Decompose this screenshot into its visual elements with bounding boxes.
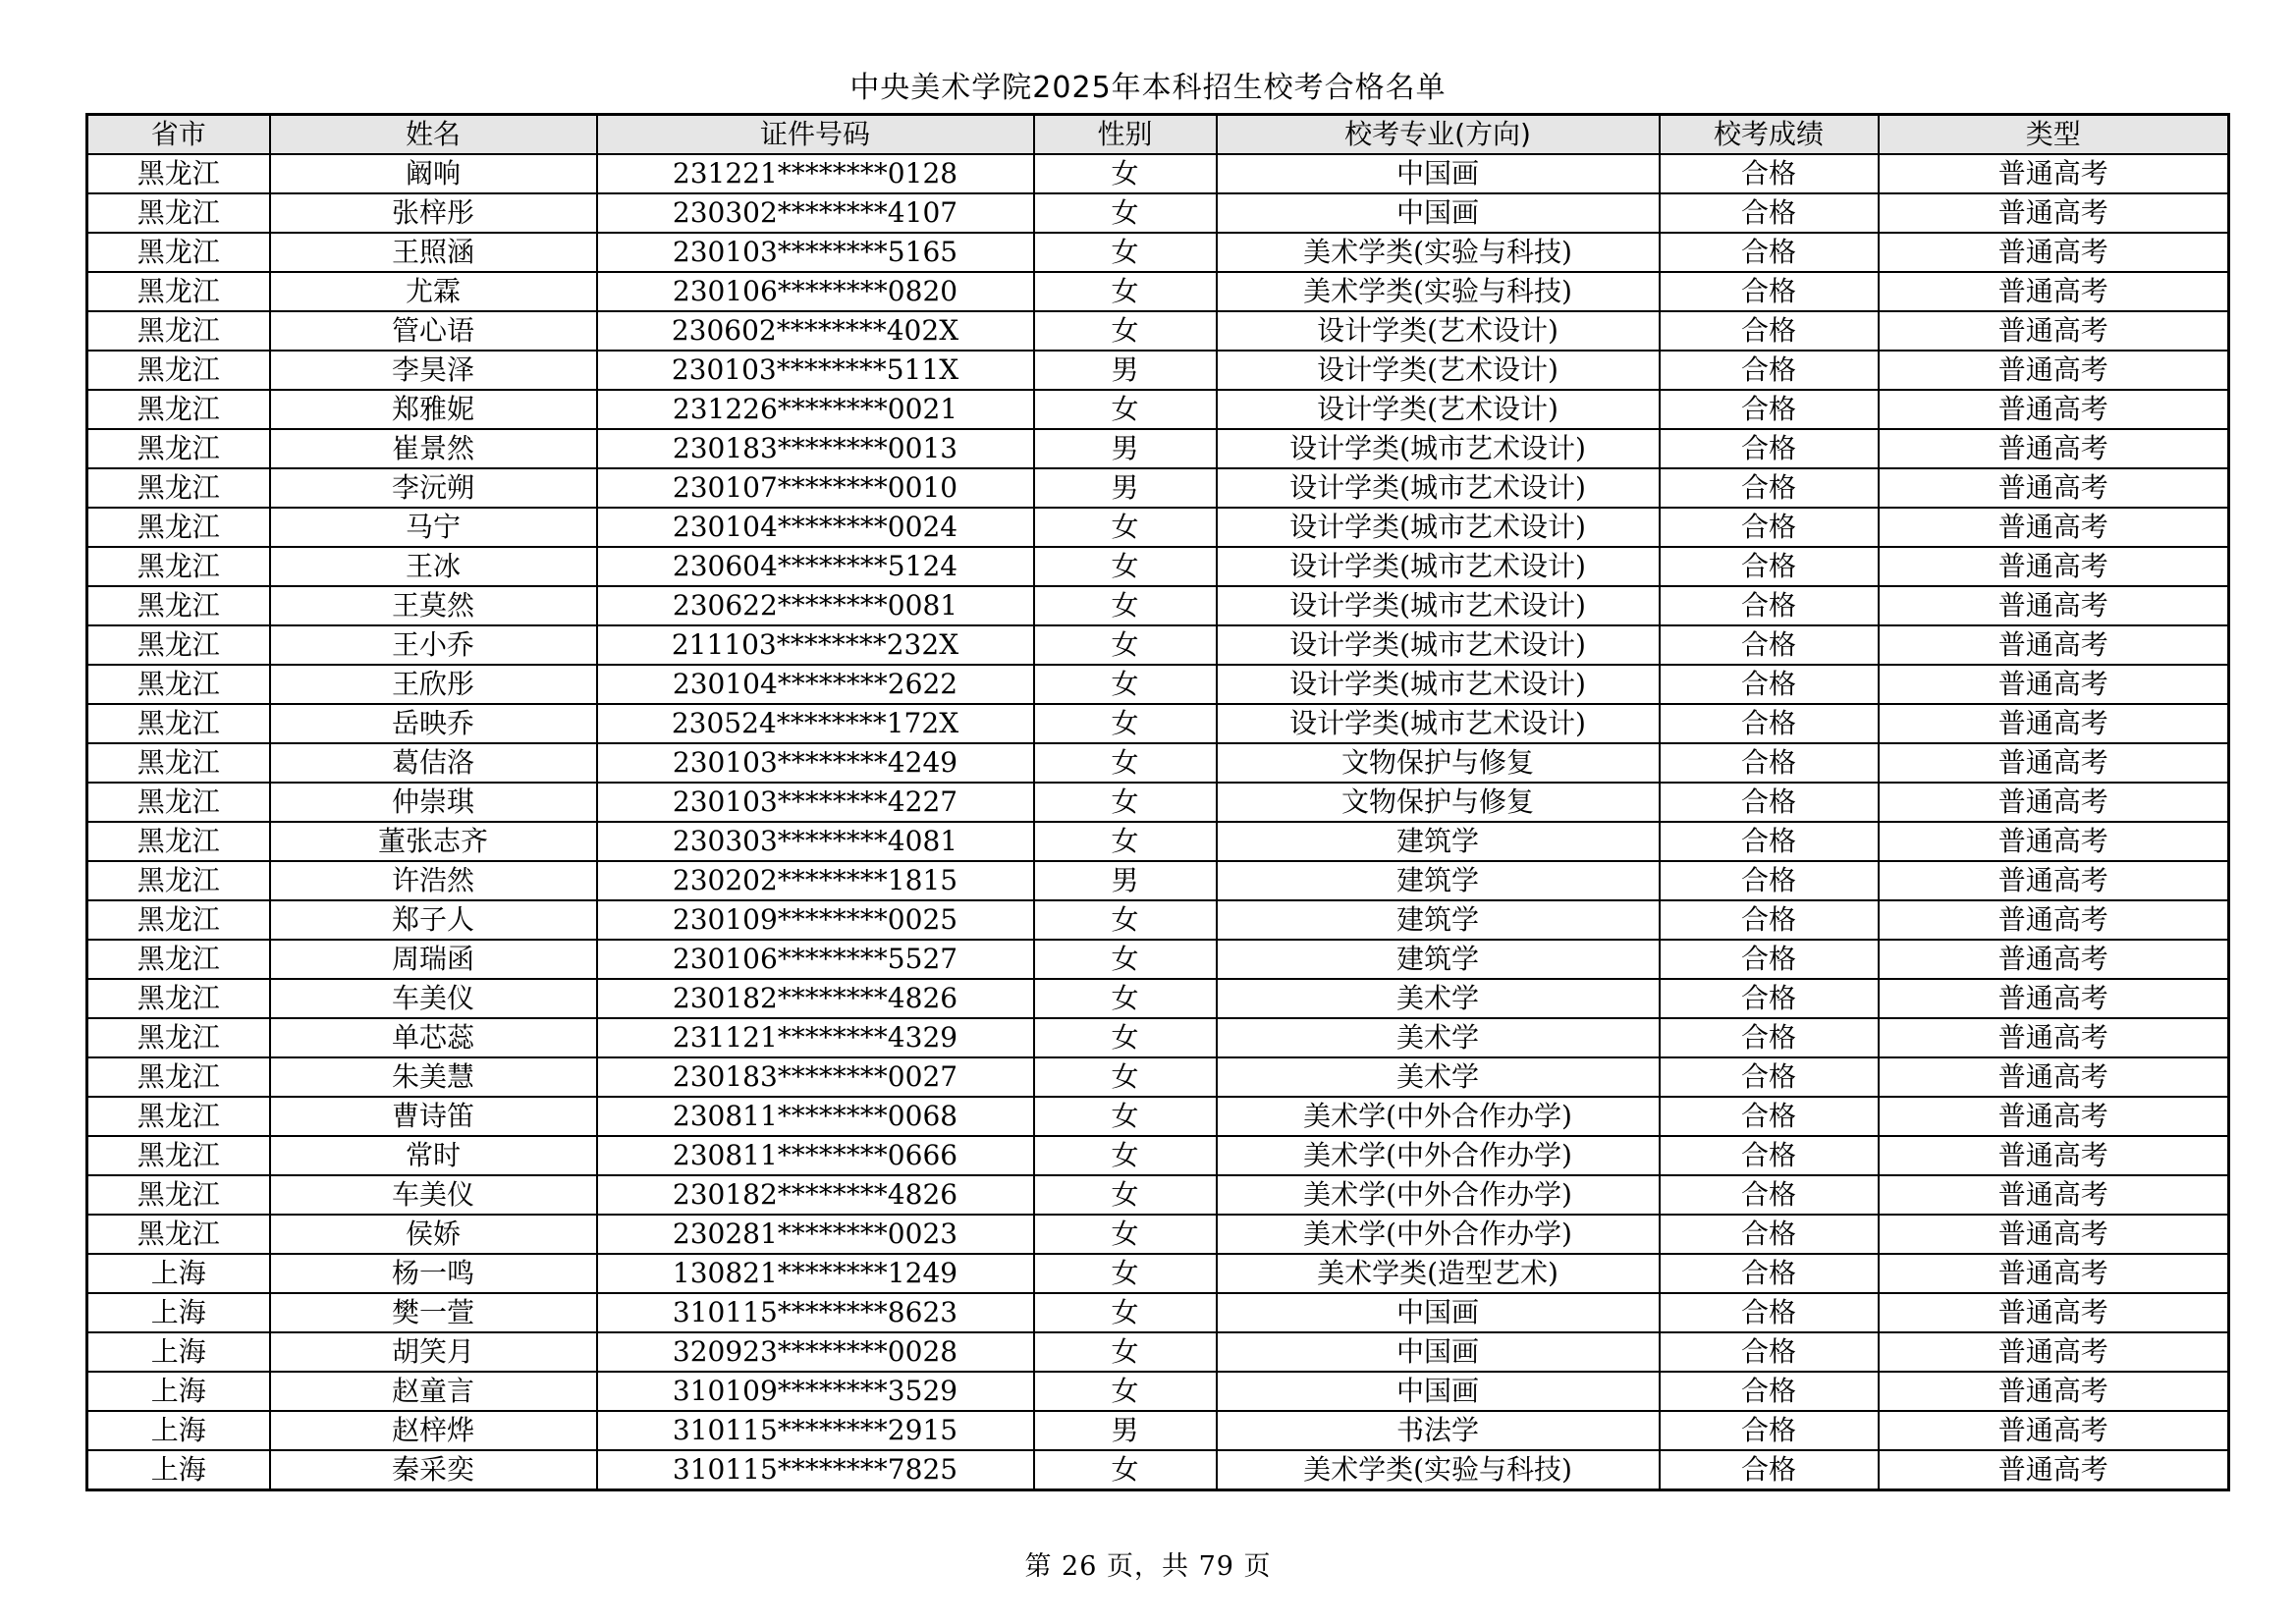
type-cell: 普通高考 bbox=[1879, 193, 2229, 233]
province-cell: 黑龙江 bbox=[87, 468, 270, 508]
major-cell: 设计学类(城市艺术设计) bbox=[1217, 429, 1660, 468]
name-cell: 马宁 bbox=[270, 508, 597, 547]
gender-cell: 女 bbox=[1034, 586, 1217, 625]
major-cell: 书法学 bbox=[1217, 1411, 1660, 1450]
name-cell: 张梓彤 bbox=[270, 193, 597, 233]
type-cell: 普通高考 bbox=[1879, 547, 2229, 586]
name-cell: 朱美慧 bbox=[270, 1057, 597, 1097]
id-number-cell: 230182********4826 bbox=[597, 1175, 1034, 1215]
province-cell: 黑龙江 bbox=[87, 1097, 270, 1136]
province-cell: 上海 bbox=[87, 1450, 270, 1490]
gender-cell: 女 bbox=[1034, 783, 1217, 822]
score-cell: 合格 bbox=[1660, 429, 1879, 468]
gender-cell: 女 bbox=[1034, 1136, 1217, 1175]
gender-cell: 女 bbox=[1034, 1293, 1217, 1332]
type-cell: 普通高考 bbox=[1879, 704, 2229, 743]
score-cell: 合格 bbox=[1660, 625, 1879, 665]
table-row bbox=[87, 900, 2229, 940]
major-cell: 设计学类(城市艺术设计) bbox=[1217, 508, 1660, 547]
table-row bbox=[87, 940, 2229, 979]
major-cell: 建筑学 bbox=[1217, 822, 1660, 861]
table-row bbox=[87, 233, 2229, 272]
province-cell: 黑龙江 bbox=[87, 272, 270, 311]
gender-cell: 女 bbox=[1034, 822, 1217, 861]
type-cell: 普通高考 bbox=[1879, 272, 2229, 311]
gender-cell: 女 bbox=[1034, 625, 1217, 665]
major-cell: 美术学类(造型艺术) bbox=[1217, 1254, 1660, 1293]
type-cell: 普通高考 bbox=[1879, 233, 2229, 272]
major-cell: 美术学 bbox=[1217, 1057, 1660, 1097]
name-cell: 杨一鸣 bbox=[270, 1254, 597, 1293]
gender-cell: 女 bbox=[1034, 1018, 1217, 1057]
id-number-cell: 230103********5165 bbox=[597, 233, 1034, 272]
gender-cell: 女 bbox=[1034, 979, 1217, 1018]
type-cell: 普通高考 bbox=[1879, 822, 2229, 861]
score-cell: 合格 bbox=[1660, 1332, 1879, 1372]
name-cell: 阚响 bbox=[270, 154, 597, 193]
major-cell: 设计学类(城市艺术设计) bbox=[1217, 468, 1660, 508]
id-number-cell: 230103********4227 bbox=[597, 783, 1034, 822]
table-row bbox=[87, 822, 2229, 861]
column-header-score: 校考成绩 bbox=[1660, 115, 1879, 155]
score-cell: 合格 bbox=[1660, 900, 1879, 940]
major-cell: 美术学(中外合作办学) bbox=[1217, 1136, 1660, 1175]
province-cell: 上海 bbox=[87, 1411, 270, 1450]
province-cell: 黑龙江 bbox=[87, 586, 270, 625]
table-row bbox=[87, 547, 2229, 586]
id-number-cell: 230524********172X bbox=[597, 704, 1034, 743]
gender-cell: 男 bbox=[1034, 861, 1217, 900]
gender-cell: 男 bbox=[1034, 468, 1217, 508]
province-cell: 黑龙江 bbox=[87, 311, 270, 351]
major-cell: 中国画 bbox=[1217, 193, 1660, 233]
type-cell: 普通高考 bbox=[1879, 1057, 2229, 1097]
type-cell: 普通高考 bbox=[1879, 1293, 2229, 1332]
score-cell: 合格 bbox=[1660, 940, 1879, 979]
table-row bbox=[87, 1254, 2229, 1293]
name-cell: 秦采奕 bbox=[270, 1450, 597, 1490]
province-cell: 黑龙江 bbox=[87, 940, 270, 979]
type-cell: 普通高考 bbox=[1879, 1254, 2229, 1293]
gender-cell: 女 bbox=[1034, 1097, 1217, 1136]
score-cell: 合格 bbox=[1660, 665, 1879, 704]
gender-cell: 女 bbox=[1034, 900, 1217, 940]
table-row bbox=[87, 1411, 2229, 1450]
major-cell: 设计学类(城市艺术设计) bbox=[1217, 665, 1660, 704]
major-cell: 设计学类(艺术设计) bbox=[1217, 390, 1660, 429]
province-cell: 黑龙江 bbox=[87, 390, 270, 429]
name-cell: 郑雅妮 bbox=[270, 390, 597, 429]
province-cell: 黑龙江 bbox=[87, 508, 270, 547]
table-row bbox=[87, 743, 2229, 783]
province-cell: 黑龙江 bbox=[87, 429, 270, 468]
gender-cell: 女 bbox=[1034, 1254, 1217, 1293]
major-cell: 设计学类(城市艺术设计) bbox=[1217, 586, 1660, 625]
province-cell: 上海 bbox=[87, 1254, 270, 1293]
type-cell: 普通高考 bbox=[1879, 1097, 2229, 1136]
table-row bbox=[87, 979, 2229, 1018]
gender-cell: 女 bbox=[1034, 547, 1217, 586]
gender-cell: 女 bbox=[1034, 193, 1217, 233]
major-cell: 美术学类(实验与科技) bbox=[1217, 233, 1660, 272]
name-cell: 王冰 bbox=[270, 547, 597, 586]
score-cell: 合格 bbox=[1660, 1450, 1879, 1490]
type-cell: 普通高考 bbox=[1879, 1372, 2229, 1411]
type-cell: 普通高考 bbox=[1879, 743, 2229, 783]
score-cell: 合格 bbox=[1660, 468, 1879, 508]
score-cell: 合格 bbox=[1660, 1175, 1879, 1215]
type-cell: 普通高考 bbox=[1879, 1136, 2229, 1175]
name-cell: 赵梓烨 bbox=[270, 1411, 597, 1450]
gender-cell: 女 bbox=[1034, 311, 1217, 351]
major-cell: 建筑学 bbox=[1217, 940, 1660, 979]
name-cell: 车美仪 bbox=[270, 979, 597, 1018]
table-row bbox=[87, 1097, 2229, 1136]
table-row bbox=[87, 1018, 2229, 1057]
id-number-cell: 230183********0013 bbox=[597, 429, 1034, 468]
province-cell: 黑龙江 bbox=[87, 1175, 270, 1215]
id-number-cell: 230104********2622 bbox=[597, 665, 1034, 704]
column-header-name: 姓名 bbox=[270, 115, 597, 155]
major-cell: 设计学类(城市艺术设计) bbox=[1217, 547, 1660, 586]
type-cell: 普通高考 bbox=[1879, 311, 2229, 351]
major-cell: 设计学类(城市艺术设计) bbox=[1217, 625, 1660, 665]
type-cell: 普通高考 bbox=[1879, 154, 2229, 193]
major-cell: 美术学(中外合作办学) bbox=[1217, 1097, 1660, 1136]
type-cell: 普通高考 bbox=[1879, 586, 2229, 625]
major-cell: 美术学(中外合作办学) bbox=[1217, 1175, 1660, 1215]
table-row bbox=[87, 508, 2229, 547]
name-cell: 郑子人 bbox=[270, 900, 597, 940]
column-header-type: 类型 bbox=[1879, 115, 2229, 155]
type-cell: 普通高考 bbox=[1879, 665, 2229, 704]
gender-cell: 女 bbox=[1034, 1450, 1217, 1490]
major-cell: 中国画 bbox=[1217, 1372, 1660, 1411]
id-number-cell: 230281********0023 bbox=[597, 1215, 1034, 1254]
table-row bbox=[87, 1450, 2229, 1490]
id-number-cell: 230109********0025 bbox=[597, 900, 1034, 940]
province-cell: 黑龙江 bbox=[87, 1057, 270, 1097]
table-row bbox=[87, 1215, 2229, 1254]
name-cell: 胡笑月 bbox=[270, 1332, 597, 1372]
score-cell: 合格 bbox=[1660, 1293, 1879, 1332]
name-cell: 许浩然 bbox=[270, 861, 597, 900]
name-cell: 李沅朔 bbox=[270, 468, 597, 508]
name-cell: 周瑞函 bbox=[270, 940, 597, 979]
id-number-cell: 230303********4081 bbox=[597, 822, 1034, 861]
type-cell: 普通高考 bbox=[1879, 429, 2229, 468]
name-cell: 管心语 bbox=[270, 311, 597, 351]
table-row bbox=[87, 272, 2229, 311]
name-cell: 葛佶洛 bbox=[270, 743, 597, 783]
name-cell: 王照涵 bbox=[270, 233, 597, 272]
gender-cell: 女 bbox=[1034, 1372, 1217, 1411]
province-cell: 上海 bbox=[87, 1372, 270, 1411]
type-cell: 普通高考 bbox=[1879, 1450, 2229, 1490]
type-cell: 普通高考 bbox=[1879, 940, 2229, 979]
province-cell: 黑龙江 bbox=[87, 900, 270, 940]
id-number-cell: 230103********511X bbox=[597, 351, 1034, 390]
id-number-cell: 230811********0666 bbox=[597, 1136, 1034, 1175]
province-cell: 上海 bbox=[87, 1332, 270, 1372]
major-cell: 设计学类(城市艺术设计) bbox=[1217, 704, 1660, 743]
gender-cell: 女 bbox=[1034, 233, 1217, 272]
major-cell: 美术学类(实验与科技) bbox=[1217, 1450, 1660, 1490]
major-cell: 建筑学 bbox=[1217, 861, 1660, 900]
table-row bbox=[87, 311, 2229, 351]
id-number-cell: 130821********1249 bbox=[597, 1254, 1034, 1293]
column-header-province: 省市 bbox=[87, 115, 270, 155]
score-cell: 合格 bbox=[1660, 508, 1879, 547]
gender-cell: 女 bbox=[1034, 704, 1217, 743]
score-cell: 合格 bbox=[1660, 1136, 1879, 1175]
name-cell: 尤霖 bbox=[270, 272, 597, 311]
gender-cell: 女 bbox=[1034, 272, 1217, 311]
name-cell: 常时 bbox=[270, 1136, 597, 1175]
table-row bbox=[87, 704, 2229, 743]
score-cell: 合格 bbox=[1660, 822, 1879, 861]
province-cell: 黑龙江 bbox=[87, 783, 270, 822]
gender-cell: 女 bbox=[1034, 1215, 1217, 1254]
name-cell: 车美仪 bbox=[270, 1175, 597, 1215]
score-cell: 合格 bbox=[1660, 586, 1879, 625]
score-cell: 合格 bbox=[1660, 1411, 1879, 1450]
id-number-cell: 230604********5124 bbox=[597, 547, 1034, 586]
table-row bbox=[87, 783, 2229, 822]
id-number-cell: 230104********0024 bbox=[597, 508, 1034, 547]
province-cell: 黑龙江 bbox=[87, 1018, 270, 1057]
id-number-cell: 230811********0068 bbox=[597, 1097, 1034, 1136]
province-cell: 黑龙江 bbox=[87, 979, 270, 1018]
table-row bbox=[87, 665, 2229, 704]
score-cell: 合格 bbox=[1660, 783, 1879, 822]
name-cell: 仲崇琪 bbox=[270, 783, 597, 822]
page-number: 第 26 页，共 79 页 bbox=[1024, 1551, 1272, 1582]
id-number-cell: 231226********0021 bbox=[597, 390, 1034, 429]
id-number-cell: 310115********8623 bbox=[597, 1293, 1034, 1332]
type-cell: 普通高考 bbox=[1879, 390, 2229, 429]
score-cell: 合格 bbox=[1660, 311, 1879, 351]
id-number-cell: 310115********2915 bbox=[597, 1411, 1034, 1450]
province-cell: 黑龙江 bbox=[87, 154, 270, 193]
major-cell: 设计学类(艺术设计) bbox=[1217, 311, 1660, 351]
id-number-cell: 230602********402X bbox=[597, 311, 1034, 351]
table-row bbox=[87, 429, 2229, 468]
admission-list-table bbox=[85, 113, 2230, 1491]
gender-cell: 女 bbox=[1034, 743, 1217, 783]
type-cell: 普通高考 bbox=[1879, 468, 2229, 508]
table-row bbox=[87, 468, 2229, 508]
score-cell: 合格 bbox=[1660, 861, 1879, 900]
table-row bbox=[87, 1293, 2229, 1332]
id-number-cell: 231221********0128 bbox=[597, 154, 1034, 193]
table-header-row bbox=[87, 115, 2229, 155]
province-cell: 黑龙江 bbox=[87, 193, 270, 233]
column-header-major: 校考专业(方向) bbox=[1217, 115, 1660, 155]
score-cell: 合格 bbox=[1660, 272, 1879, 311]
province-cell: 黑龙江 bbox=[87, 547, 270, 586]
table-row bbox=[87, 1136, 2229, 1175]
type-cell: 普通高考 bbox=[1879, 1018, 2229, 1057]
table-row bbox=[87, 625, 2229, 665]
score-cell: 合格 bbox=[1660, 704, 1879, 743]
gender-cell: 男 bbox=[1034, 351, 1217, 390]
major-cell: 中国画 bbox=[1217, 1332, 1660, 1372]
name-cell: 崔景然 bbox=[270, 429, 597, 468]
table-row bbox=[87, 1332, 2229, 1372]
type-cell: 普通高考 bbox=[1879, 861, 2229, 900]
table-row bbox=[87, 390, 2229, 429]
gender-cell: 女 bbox=[1034, 154, 1217, 193]
major-cell: 中国画 bbox=[1217, 154, 1660, 193]
score-cell: 合格 bbox=[1660, 743, 1879, 783]
table-row bbox=[87, 586, 2229, 625]
name-cell: 岳映乔 bbox=[270, 704, 597, 743]
type-cell: 普通高考 bbox=[1879, 508, 2229, 547]
province-cell: 黑龙江 bbox=[87, 1136, 270, 1175]
id-number-cell: 230622********0081 bbox=[597, 586, 1034, 625]
major-cell: 美术学(中外合作办学) bbox=[1217, 1215, 1660, 1254]
score-cell: 合格 bbox=[1660, 154, 1879, 193]
province-cell: 黑龙江 bbox=[87, 822, 270, 861]
score-cell: 合格 bbox=[1660, 390, 1879, 429]
score-cell: 合格 bbox=[1660, 547, 1879, 586]
major-cell: 建筑学 bbox=[1217, 900, 1660, 940]
gender-cell: 女 bbox=[1034, 665, 1217, 704]
table-row bbox=[87, 861, 2229, 900]
table-row bbox=[87, 1372, 2229, 1411]
score-cell: 合格 bbox=[1660, 1215, 1879, 1254]
name-cell: 赵童言 bbox=[270, 1372, 597, 1411]
major-cell: 文物保护与修复 bbox=[1217, 783, 1660, 822]
id-number-cell: 230103********4249 bbox=[597, 743, 1034, 783]
type-cell: 普通高考 bbox=[1879, 1215, 2229, 1254]
score-cell: 合格 bbox=[1660, 1097, 1879, 1136]
gender-cell: 女 bbox=[1034, 1175, 1217, 1215]
id-number-cell: 230302********4107 bbox=[597, 193, 1034, 233]
score-cell: 合格 bbox=[1660, 233, 1879, 272]
id-number-cell: 230183********0027 bbox=[597, 1057, 1034, 1097]
score-cell: 合格 bbox=[1660, 1057, 1879, 1097]
name-cell: 李昊泽 bbox=[270, 351, 597, 390]
major-cell: 文物保护与修复 bbox=[1217, 743, 1660, 783]
column-header-gender: 性别 bbox=[1034, 115, 1217, 155]
major-cell: 美术学 bbox=[1217, 1018, 1660, 1057]
table-row bbox=[87, 1057, 2229, 1097]
gender-cell: 男 bbox=[1034, 429, 1217, 468]
province-cell: 黑龙江 bbox=[87, 351, 270, 390]
id-number-cell: 230106********0820 bbox=[597, 272, 1034, 311]
gender-cell: 女 bbox=[1034, 508, 1217, 547]
type-cell: 普通高考 bbox=[1879, 1175, 2229, 1215]
id-number-cell: 211103********232X bbox=[597, 625, 1034, 665]
score-cell: 合格 bbox=[1660, 1018, 1879, 1057]
score-cell: 合格 bbox=[1660, 193, 1879, 233]
id-number-cell: 230202********1815 bbox=[597, 861, 1034, 900]
province-cell: 黑龙江 bbox=[87, 233, 270, 272]
name-cell: 王小乔 bbox=[270, 625, 597, 665]
id-number-cell: 310115********7825 bbox=[597, 1450, 1034, 1490]
province-cell: 黑龙江 bbox=[87, 1215, 270, 1254]
table-row bbox=[87, 351, 2229, 390]
table-row bbox=[87, 1175, 2229, 1215]
id-number-cell: 230106********5527 bbox=[597, 940, 1034, 979]
score-cell: 合格 bbox=[1660, 979, 1879, 1018]
type-cell: 普通高考 bbox=[1879, 1332, 2229, 1372]
score-cell: 合格 bbox=[1660, 1254, 1879, 1293]
major-cell: 中国画 bbox=[1217, 1293, 1660, 1332]
major-cell: 美术学类(实验与科技) bbox=[1217, 272, 1660, 311]
type-cell: 普通高考 bbox=[1879, 351, 2229, 390]
province-cell: 黑龙江 bbox=[87, 665, 270, 704]
score-cell: 合格 bbox=[1660, 351, 1879, 390]
province-cell: 上海 bbox=[87, 1293, 270, 1332]
page-title: 中央美术学院2025年本科招生校考合格名单 bbox=[849, 71, 1447, 105]
gender-cell: 女 bbox=[1034, 390, 1217, 429]
name-cell: 董张志齐 bbox=[270, 822, 597, 861]
id-number-cell: 320923********0028 bbox=[597, 1332, 1034, 1372]
name-cell: 曹诗笛 bbox=[270, 1097, 597, 1136]
name-cell: 樊一萱 bbox=[270, 1293, 597, 1332]
score-cell: 合格 bbox=[1660, 1372, 1879, 1411]
type-cell: 普通高考 bbox=[1879, 900, 2229, 940]
table-row bbox=[87, 193, 2229, 233]
type-cell: 普通高考 bbox=[1879, 625, 2229, 665]
id-number-cell: 230107********0010 bbox=[597, 468, 1034, 508]
gender-cell: 女 bbox=[1034, 940, 1217, 979]
table-row bbox=[87, 154, 2229, 193]
id-number-cell: 231121********4329 bbox=[597, 1018, 1034, 1057]
type-cell: 普通高考 bbox=[1879, 1411, 2229, 1450]
province-cell: 黑龙江 bbox=[87, 625, 270, 665]
province-cell: 黑龙江 bbox=[87, 743, 270, 783]
province-cell: 黑龙江 bbox=[87, 704, 270, 743]
name-cell: 侯娇 bbox=[270, 1215, 597, 1254]
type-cell: 普通高考 bbox=[1879, 783, 2229, 822]
type-cell: 普通高考 bbox=[1879, 979, 2229, 1018]
province-cell: 黑龙江 bbox=[87, 861, 270, 900]
gender-cell: 男 bbox=[1034, 1411, 1217, 1450]
id-number-cell: 230182********4826 bbox=[597, 979, 1034, 1018]
gender-cell: 女 bbox=[1034, 1332, 1217, 1372]
name-cell: 单芯蕊 bbox=[270, 1018, 597, 1057]
table-body bbox=[87, 154, 2229, 1490]
id-number-cell: 310109********3529 bbox=[597, 1372, 1034, 1411]
gender-cell: 女 bbox=[1034, 1057, 1217, 1097]
major-cell: 美术学 bbox=[1217, 979, 1660, 1018]
column-header-id-number: 证件号码 bbox=[597, 115, 1034, 155]
name-cell: 王莫然 bbox=[270, 586, 597, 625]
major-cell: 设计学类(艺术设计) bbox=[1217, 351, 1660, 390]
name-cell: 王欣彤 bbox=[270, 665, 597, 704]
